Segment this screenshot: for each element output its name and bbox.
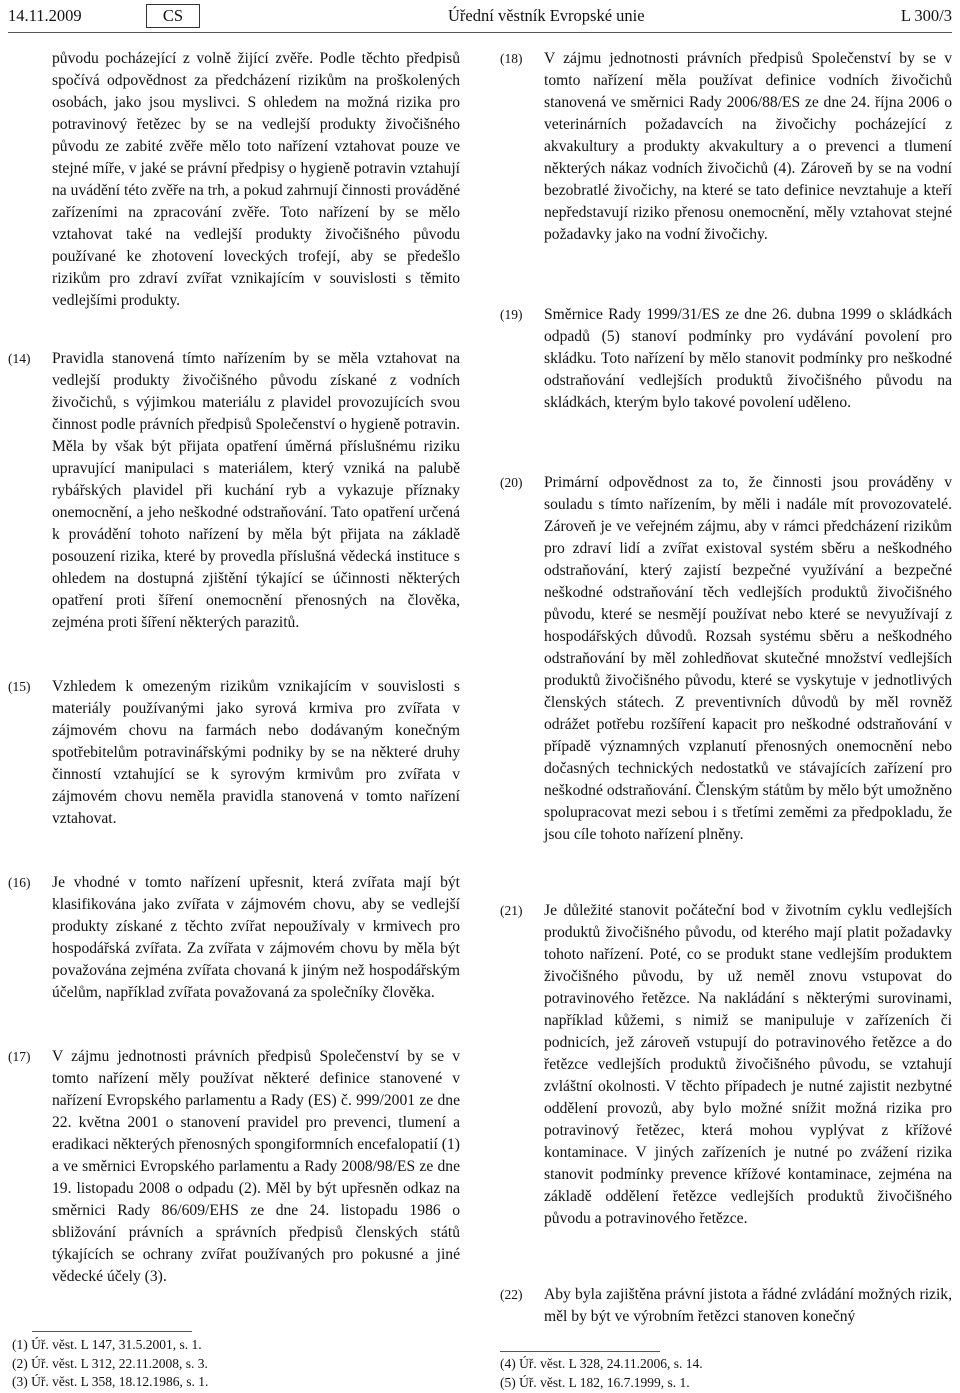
recital-text: V zájmu jednotnosti právních předpisů Společenství by se v tomto nařízení měla používat definice vodních živočichů stanovená ve směrnici Rady 2006/88/ES ze dne 24. října 2006 o veterinárních požadavcích na živočichy pocházející z akvakultury a produkty akvakultury a o prevenci a tlumení některých nákaz vodních živočichů (4). Zároveň by se na vodní bezobratlé živočichy, na které se tato definice nevztahuje a kteří nepředstavují riziko přenosu onemocnění, měly vztahovat stejné požadavky jako na vodní živočichy. xyxy=(544,50,952,243)
recital-text: Primární odpovědnost za to, že činnosti jsou prováděny v souladu s tímto nařízením, by měli i nadále mít provozovatelé. Zároveň je ve veřejném zájmu, aby v rámci předcházení rizikům pro zdraví lidí a zvířat existoval systém sběru a neškodného odstraňování, který zajistí bezpečné využívání a bezpečné neškodné odstraňování těch vedlejších produktů živočišného původu, které se nesmějí používat nebo které se nevyužívají z hospodářských důvodů. Rozsah systému sběru a neškodného odstraňování by měl zohledňovat skutečné množství vedlejších produktů živočišného původu, které se vyskytuje v jednotlivých členských státech. Z preventivních důvodů by měl rovněž odrážet potřebu rozšíření kapacit pro neškodné odstraňování v případě významných vzplanutí přenosných onemocnění nebo dočasných technických nedostatků ve stávajících zařízení pro neškodné odstraňování. Členským státům by mělo být umožněno spolupracovat mezi sebou i s třetími zeměmi za předpokladu, že jsou cíle tohoto nařízení plněny. xyxy=(544,474,952,843)
recital-number: (16) xyxy=(8,875,31,890)
recital-17 xyxy=(8,1046,460,1288)
footnote: (1) Úř. věst. L 147, 31.5.2001, s. 1. xyxy=(12,1337,202,1352)
recital-22 xyxy=(500,1284,952,1328)
recital-number: (20) xyxy=(500,475,523,490)
recital-text: V zájmu jednotnosti právních předpisů Společenství by se v tomto nařízení měly používat některé definice stanovené v nařízení Evropského parlamentu a Rady (ES) č. 999/2001 ze dne 22. května 2001 o stanovení pravidel pro prevenci, tlumení a eradikaci některých přenosných spongiformních encefalopatií (1) a ve směrnici Evropského parlamentu a Rady 2008/98/ES ze dne 19. listopadu 2008 o odpadu (2). Měl by být upřesněn odkaz na směrnici Rady 86/609/EHS ze dne 24. listopadu 1986 o sbližování právních a správních předpisů členských států týkajících se ochrany zvířat používaných pro pokusné a jiné vědecké účely (3). xyxy=(52,1048,460,1285)
footnotes-right xyxy=(500,1355,703,1392)
page-reference: L 300/3 xyxy=(900,6,952,25)
recital-16 xyxy=(8,872,460,1004)
publication-date: 14.11.2009 xyxy=(8,6,82,25)
footnote: (2) Úř. věst. L 312, 22.11.2008, s. 3. xyxy=(12,1355,208,1371)
recital-number: (15) xyxy=(8,679,31,694)
footnotes-left xyxy=(12,1336,208,1392)
left-column xyxy=(8,48,460,1288)
recital-14 xyxy=(8,348,460,634)
recital-number: (21) xyxy=(500,903,523,918)
recital-20 xyxy=(500,472,952,846)
recital-number: (14) xyxy=(8,351,31,366)
recital-text: Je důležité stanovit počáteční bod v životním cyklu vedlejších produktů živočišného původu, od kterého mají platit požadavky tohoto nařízení. Poté, co se produkt stane vedlejším produktem živočišného původu, by už neměl znovu vstupovat do potravinového řetězce. Na nakládání s některými surovinami, například kůžemi, s nimiž se manipuluje v zařízeních či podnicích, jež zároveň vstupují do potravinového řetězce a do řetězce vedlejších produktů živočišného původu, se vztahují zvláštní okolnosti. V těchto případech je nutné zajistit nezbytné oddělení provozů, aby bylo možné snížit možná rizika pro potravinový řetězec, která mohou vyplývat z křížové kontaminace. V jiných zařízeních je nutné po zvážení rizika stanovit podmínky prevence křížové kontaminace, zejména na základě oddělení řetězce vedlejších produktů živočišného původu a potravinového řetězce. xyxy=(544,902,952,1227)
recital-number: (18) xyxy=(500,51,523,66)
footnote: (3) Úř. věst. L 358, 18.12.1986, s. 1. xyxy=(12,1374,209,1389)
recital-number: (22) xyxy=(500,1287,523,1302)
recital-text: Pravidla stanovená tímto nařízením by se měla vztahovat na vedlejší produkty živočišného původu získané z vodních živočichů, s výjimkou materiálu z plavidel provozujících svou činnost podle právních předpisů Společenství o hygieně potravin. Měla by však být přijata opatření úměrná příslušnému riziku upravující manipulaci s materiálem, který vzniká na palubě rybářských plavidel při kuchání ryb a vykazuje příznaky onemocnění, a jeho neškodné odstraňování. Tato opatření určená k provádění tohoto nařízení by měla být přijata na základě posouzení rizika, které by provedla příslušná vědecká instituce s ohledem na dostupná zjištění týkající se účinnosti některých opatření proti šíření onemocnění přenosných na člověka, zejména proti šíření některých parazitů. xyxy=(52,350,460,631)
footnote: (4) Úř. věst. L 328, 24.11.2006, s. 14. xyxy=(500,1356,703,1371)
recital-13-continuation xyxy=(8,48,460,312)
recital-text: Směrnice Rady 1999/31/ES ze dne 26. dubna 1999 o skládkách odpadů (5) stanoví podmínky pro vydávání povolení pro skládku. Toto nařízení by mělo stanovit podmínky pro neškodné odstraňování vedlejších produktů živočišného původu na skládkách, kterým bylo takové povolení uděleno. xyxy=(544,306,952,411)
page-header xyxy=(8,4,952,30)
recital-number: (19) xyxy=(500,307,523,322)
recital-text: původu pocházející z volně žijící zvěře. Podle těchto předpisů spočívá odpovědnost za předcházení rizikům na proškolených osobách, jako jsou myslivci. S ohledem na možná rizika pro potravinový řetězec by se na vedlejší produkty živočišného původu ze zabité zvěře mělo toto nařízení vztahovat pouze ve stejné míře, v jaké se právní předpisy o hygieně potravin vztahují na uvádění této zvěře na trh, a pokud zahrnují činnosti prováděné zařízeními na zpracování zvěře. Toto nařízení by se mělo vztahovat také na vedlejší produkty živočišného původu používané ke zhotovení loveckých trofejí, aby se předešlo rizikům pro zdraví zvířat vznikajícím v souvislosti s těmito vedlejšími produkty. xyxy=(52,50,460,309)
recital-text: Vzhledem k omezeným rizikům vznikajícím v souvislosti s materiály používanými jako syrová krmiva pro zvířata v zájmovém chovu na farmách nebo dodávaným konečným spotřebitelům potravinářskými podniky by se na některé druhy činností vztahující se k syrovým krmivům pro zvířata v zájmovém chovu neměla pravidla stanovená v tomto nařízení vztahovat. xyxy=(52,678,460,827)
footnote-divider xyxy=(32,1331,192,1332)
footnote: (5) Úř. věst. L 182, 16.7.1999, s. 1. xyxy=(500,1374,690,1390)
journal-title: Úřední věstník Evropské unie xyxy=(448,6,645,25)
recital-number: (17) xyxy=(8,1049,31,1064)
recital-19 xyxy=(500,304,952,414)
recital-21 xyxy=(500,900,952,1230)
recital-text: Aby byla zajištěna právní jistota a řádné zvládání možných rizik, měl by být ve výrobním řetězci stanoven konečný xyxy=(544,1286,952,1325)
footnote-divider xyxy=(500,1351,660,1352)
recital-text: Je vhodné v tomto nařízení upřesnit, která zvířata mají být klasifikována jako zvířata v zájmovém chovu, aby se vedlejší produkty získané z těchto zvířat nepoužívaly v krmivech pro hospodářská zvířata. Za zvířata v zájmovém chovu by měla být považována zejména zvířata chovaná k jiným než hospodářským účelům, například zvířata považovaná za společníky člověka. xyxy=(52,874,460,1001)
language-badge: CS xyxy=(146,4,200,28)
recital-18 xyxy=(500,48,952,246)
recital-15 xyxy=(8,676,460,830)
header-divider xyxy=(8,32,952,33)
right-column xyxy=(500,48,952,1328)
